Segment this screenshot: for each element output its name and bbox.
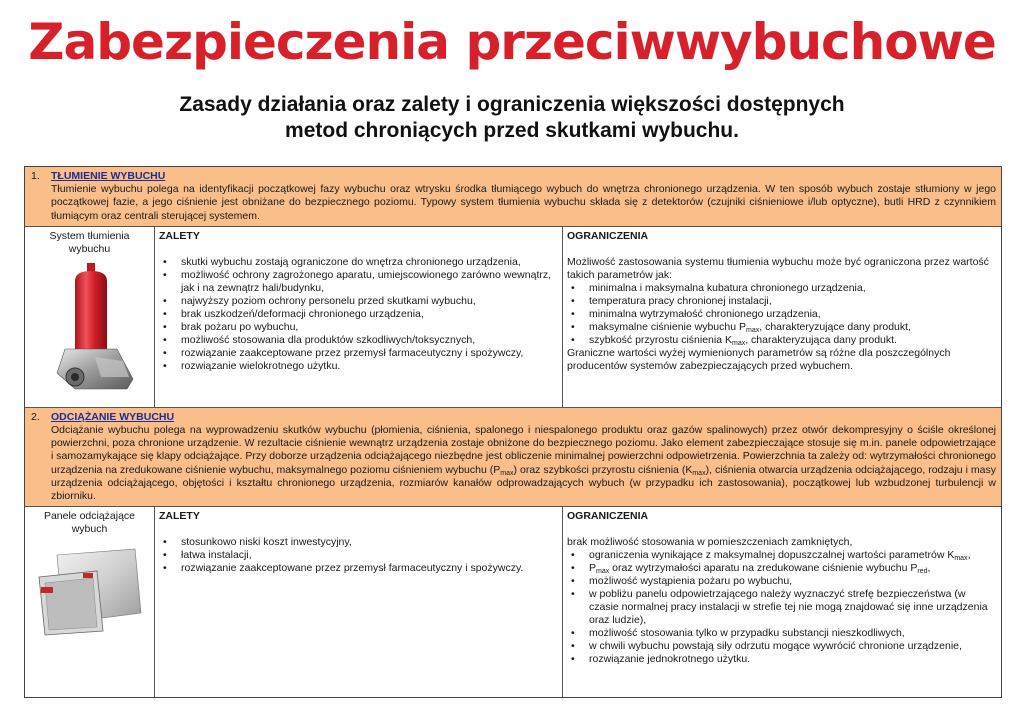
image-caption: Panele odciążające wybuch: [43, 510, 136, 536]
list-item: • minimalna i maksymalna kubatura chronionego urządzenia,: [567, 282, 997, 295]
page-title: Zabezpieczenia przeciwwybuchowe: [28, 13, 996, 71]
limitations-intro: Możliwość zastosowania systemu tłumienia wybuchu może być ograniczona przez wartość takich parametrów jak:: [567, 255, 989, 281]
limitations-heading: OGRANICZENIA: [567, 510, 649, 523]
limitations-heading: OGRANICZENIA: [567, 229, 649, 242]
vent-panel-image: [35, 547, 145, 637]
section-header-venting: [25, 408, 1001, 507]
list-item: • $P_{max}$ oraz wytrzymałości aparatu na zredukowane ciśnienie wybuchu $P_{red}$,: [567, 562, 997, 575]
image-caption: System tłumienia wybuchu: [49, 229, 130, 255]
section-title: TŁUMIENIE WYBUCHU: [51, 170, 166, 182]
list-item: • możliwość stosowania tylko w przypadku substancji nieszkodliwych,: [567, 627, 997, 640]
advantages-heading: ZALETY: [159, 510, 200, 523]
list-item: • maksymalne ciśnienie wybuchu $P_{max}$, charakteryzujące dany produkt,: [567, 321, 997, 334]
list-item: • rozwiązanie wielokrotnego użytku.: [159, 360, 558, 373]
advantages-list: [159, 536, 558, 575]
list-item: • najwyższy poziom ochrony personelu przed skutkami wybuchu,: [159, 295, 558, 308]
list-item: • skutki wybuchu zostają ograniczone do wnętrza chronionego urządzenia,: [159, 256, 558, 269]
list-item: • możliwość wystąpienia pożaru po wybuchu,: [567, 575, 997, 588]
image-cell: [25, 507, 155, 697]
list-item: • stosunkowo niski koszt inwestycyjny,: [159, 536, 558, 549]
list-item: • szybkość przyrostu ciśnienia $K_{max}$, charakteryzująca dany produkt.: [567, 334, 997, 347]
list-item: • rozwiązanie zaakceptowane przez przemysł farmaceutyczny i spożywczy,: [159, 347, 558, 360]
section-description: Odciążanie wybuchu polega na wyprowadzeniu skutków wybuchu (płomienia, ciśnienia, spalonego i niespalonego produktu oraz gazów spalinowych) przez otwór dekompresyjny o ściśle określonej powierzchni, poza chronione urządzenie. W rezultacie ciśnienie wewnątrz urządzenia zostaje obniżone do bezpiecznego poziomu. Jako element zabezpieczające stosuje się m.in. panele odpowietrzające i samozamykające się klapy odciążające. Przy doborze urządzenia odciążającego niezbędne jest obliczenie minimalnej powierzchni odpowietrzenia. Powierzchnia ta zależy od: wytrzymałości chronionego urządzenia na zredukowane ciśnienie wybuchu, maksymalnego poziomu ciśnieniem wybuchu $(P_{max})$ oraz szybkości przyrostu ciśnienia $(K_{max})$, ciśnienia otwarcia urządzenia odciążającego, rodzaju i masy urządzenia odciążającego, objętości i kształtu chronionego urządzenia, rozmiarów kanałów odprowadzających wybuch (w przypadku ich zastosowania), początkowej lub wzbudzonej turbulencji w zbiorniku.: [51, 424, 997, 503]
section-description: Tłumienie wybuchu polega na identyfikacji początkowej fazy wybuchu oraz wtrysku środka tłumiącego wybuch do wnętrza chronionego urządzenia. W ten sposób wybuch zostaje stłumiony w jego początkowej fazie, a jego ciśnienie jest obniżane do bezpiecznego poziomu. Typowy system tłumienia wybuchu składa się z detektorów (czujniki ciśnieniowe i/lub optyczne), butli HRD z czynnikiem tłumiącym oraz centrali sterującej systemem.: [51, 183, 996, 222]
list-item: • brak uszkodzeń/deformacji chronionego urządzenia,: [159, 308, 558, 321]
list-item: • rozwiązanie jednokrotnego użytku.: [567, 653, 997, 666]
limitations-cell: [563, 227, 1001, 407]
subtitle-line-2: metod chroniących przed skutkami wybuchu.: [285, 119, 739, 142]
section-row-suppression: [25, 227, 1001, 408]
advantages-cell: [155, 507, 563, 697]
methods-table: [24, 166, 1002, 698]
list-item: • łatwa instalacji,: [159, 549, 558, 562]
limitations-intro: brak możliwość stosowania w pomieszczeniach zamkniętych,: [567, 536, 853, 549]
list-item: • możliwość ochrony zagrożonego aparatu, umiejscowionego zarówno wewnątrz, jak i na zewnątrz hali/budynku,: [159, 269, 558, 295]
list-item: • w pobliżu panelu odpowietrzającego należy wyznaczyć strefę bezpieczeństwa (w czasie normalnej pracy instalacji w strefie tej nie mogą znajdować się inne urządzenia oraz ludzie),: [567, 588, 997, 627]
subtitle-line-1: Zasady działania oraz zalety i ograniczenia większości dostępnych: [179, 93, 845, 116]
section-number: 1.: [31, 170, 40, 182]
list-item: • w chwili wybuchu powstają siły odrzutu mogące wywrócić chronione urządzenie,: [567, 640, 997, 653]
limitations-outro: Graniczne wartości wyżej wymienionych parametrów są różne dla poszczególnych producentów systemów zabezpieczających przed wybuchem.: [567, 346, 951, 372]
page-subtitle: [0, 92, 1024, 144]
list-item: • temperatura pracy chronionej instalacji,: [567, 295, 997, 308]
section-title: ODCIĄŻANIE WYBUCHU: [51, 410, 175, 423]
limitations-list: [567, 282, 997, 347]
list-item: • ograniczenia wynikające z maksymalnej dopuszczalnej wartości parametrów $K_{max}$,: [567, 549, 997, 562]
advantages-list: [159, 256, 558, 373]
section-row-venting: [25, 507, 1001, 697]
limitations-list: [567, 549, 997, 666]
limitations-cell: [563, 507, 1001, 697]
list-item: • brak pożaru po wybuchu,: [159, 321, 558, 334]
list-item: • możliwość stosowania dla produktów szkodliwych/toksycznych,: [159, 334, 558, 347]
advantages-cell: [155, 227, 563, 407]
image-cell: [25, 227, 155, 407]
list-item: • minimalna wytrzymałość chronionego urządzenia,: [567, 308, 997, 321]
section-header-suppression: [25, 167, 1001, 227]
section-number: 2.: [31, 410, 40, 423]
list-item: • rozwiązanie zaakceptowane przez przemysł farmaceutyczny i spożywczy.: [159, 562, 558, 575]
advantages-heading: ZALETY: [159, 229, 200, 242]
suppression-cylinder-image: [35, 261, 145, 401]
